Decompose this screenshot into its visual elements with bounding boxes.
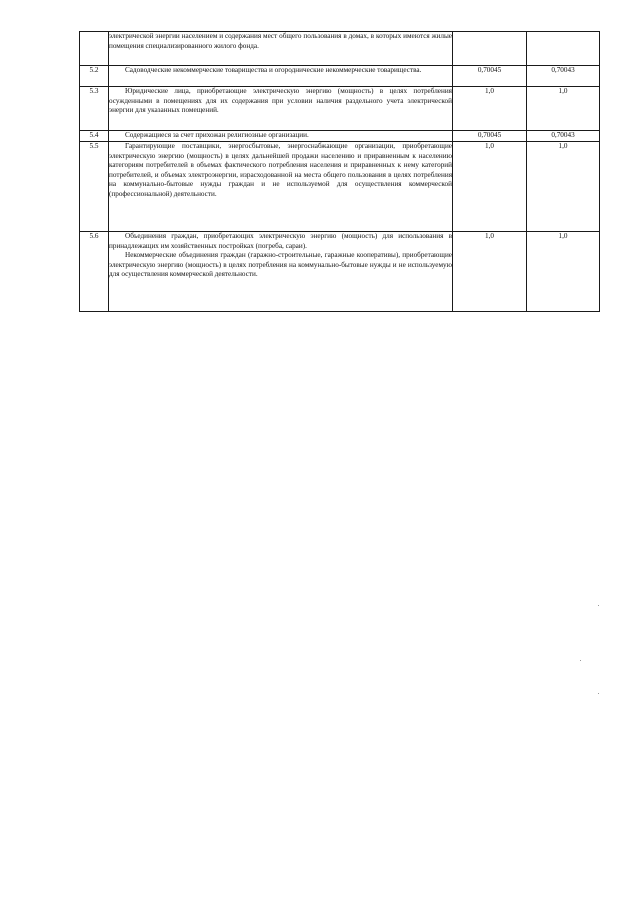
row-value-1: 1,0 <box>453 232 527 312</box>
row-value-1: 0,70045 <box>453 66 527 87</box>
row-value-1: 1,0 <box>453 142 527 232</box>
description-paragraph: Объединения граждан, приобретающих электрическую энергию (мощность) для использования в принадлежащих им хозяйственных постройках (погреба, сараи). <box>109 232 452 250</box>
table-row <box>80 131 600 142</box>
description-paragraph: Юридические лица, приобретающие электрическую энергию (мощность) в целях потребления осужденными в помещениях для их содержания при условии наличия раздельного учета электрической энергии для указанных помещений. <box>109 87 452 115</box>
row-description <box>109 66 453 87</box>
description-paragraph: электрической энергии населением и содержания мест общего пользования в домах, в которых имеются жилые помещения специализированного жилого фонда. <box>109 32 452 50</box>
row-value-1: 0,70045 <box>453 131 527 142</box>
table-row <box>80 87 600 131</box>
row-value-2: 1,0 <box>527 87 600 131</box>
description-paragraph: Гарантирующие поставщики, энергосбытовые, энергоснабжающие организации, приобретающие электрическую энергию (мощность) в целях дальнейшей продажи населению и приравненным к населению категориям потребителей в объемах фактического потребления населения и приравненных к нему категорий потребителей, и объемах электроэнергии, израсходованной на места общего пользования в целях потребления на коммунально-бытовые нужды граждан и не используемой для осуществления коммерческой (профессиональной) деятельности. <box>109 142 452 198</box>
row-value-2: 1,0 <box>527 232 600 312</box>
row-number <box>80 32 109 66</box>
row-value-2: 0,70043 <box>527 131 600 142</box>
scan-speck <box>598 605 599 606</box>
scan-speck <box>580 660 581 661</box>
table-row <box>80 66 600 87</box>
description-paragraph: Садоводческие некоммерческие товарищества и огороднические некоммерческие товарищества. <box>125 66 422 74</box>
row-description <box>109 87 453 131</box>
row-value-2 <box>527 32 600 66</box>
tariff-coefficient-table <box>79 31 600 312</box>
row-description <box>109 131 453 142</box>
row-number: 5.5 <box>80 142 109 232</box>
row-description <box>109 232 453 312</box>
row-value-1 <box>453 32 527 66</box>
row-number: 5.6 <box>80 232 109 312</box>
row-number: 5.3 <box>80 87 109 131</box>
row-value-1: 1,0 <box>453 87 527 131</box>
scan-speck <box>598 693 599 694</box>
row-number: 5.4 <box>80 131 109 142</box>
description-paragraph: Некоммерческие объединения граждан (гаражно-строительные, гаражные кооперативы), приобретающие электрическую энергию (мощность) в целях потребления на коммунально-бытовые нужды и не используемую для осуществления коммерческой деятельности. <box>109 251 452 279</box>
row-description <box>109 142 453 232</box>
description-paragraph: Содержащиеся за счет прихожан религиозные организации. <box>125 131 309 139</box>
row-value-2: 0,70043 <box>527 66 600 87</box>
row-number: 5.2 <box>80 66 109 87</box>
table-row <box>80 32 600 66</box>
row-description <box>109 32 453 66</box>
table-row <box>80 232 600 312</box>
row-value-2: 1,0 <box>527 142 600 232</box>
table-row <box>80 142 600 232</box>
